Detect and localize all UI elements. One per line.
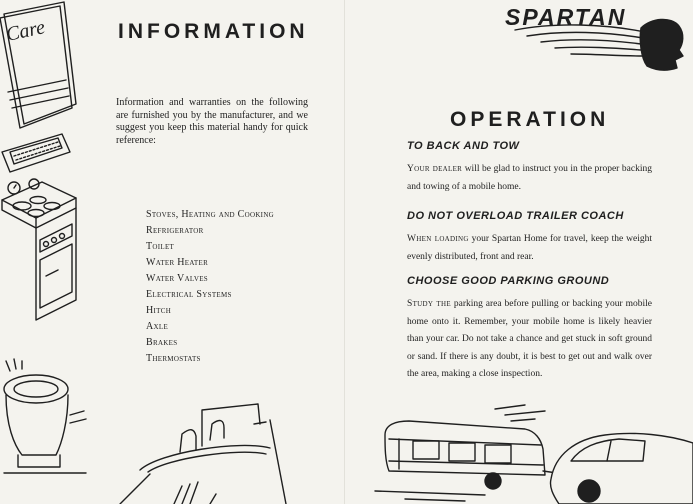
list-item: Refrigerator (146, 225, 204, 236)
list-item: Water Heater (146, 257, 209, 268)
list-item: Axle (146, 321, 169, 332)
list-item: Toilet (146, 241, 175, 252)
thermostat-icon (0, 130, 72, 180)
stove-icon (0, 180, 80, 330)
section-lead: Your dealer (407, 164, 463, 174)
warranty-items-list (146, 207, 274, 367)
list-item: Brakes (146, 337, 178, 348)
information-title: INFORMATION (118, 20, 309, 43)
section-heading: TO BACK AND TOW (407, 140, 520, 152)
section-text: will be glad to instruct you in the proper backing and towing of a mobile home. (407, 164, 652, 192)
section-body (407, 231, 652, 266)
section-body (407, 161, 652, 196)
section-body (407, 296, 652, 384)
section-heading: DO NOT OVERLOAD TRAILER COACH (407, 210, 624, 222)
toilet-icon (0, 355, 90, 485)
operation-title: OPERATION (450, 108, 610, 131)
list-item: Water Valves (146, 273, 208, 284)
list-item: Thermostats (146, 353, 201, 364)
trailer-and-car-icon (375, 395, 693, 504)
operation-page (345, 0, 693, 504)
faucet-icon (120, 400, 345, 504)
brand-wordmark: SPARTAN (505, 4, 627, 30)
list-item: Hitch (146, 305, 172, 316)
booklet-cover-text: Care (4, 16, 48, 46)
list-item: Stoves, Heating and Cooking (146, 209, 275, 220)
section-lead: Study the (407, 299, 451, 309)
information-intro: Information and warranties on the following are furnished you by the manufacturer, and we suggest you keep this material handy for quick reference: (116, 97, 308, 146)
section-heading: CHOOSE GOOD PARKING GROUND (407, 275, 610, 287)
section-text: your Spartan Home for travel, keep the weight evenly distributed, front and rear. (407, 234, 652, 262)
information-page (0, 0, 345, 504)
list-item: Electrical Systems (146, 289, 232, 300)
section-lead: When loading (407, 234, 469, 244)
section-text: parking area before pulling or backing your mobile home onto it. Remember, your mobile home is likely heavier than your car. Do not take a chance and get stuck in soft ground or sand. If there is any doubt, it is best to get out and walk over the area, making a close inspection. (407, 299, 652, 379)
